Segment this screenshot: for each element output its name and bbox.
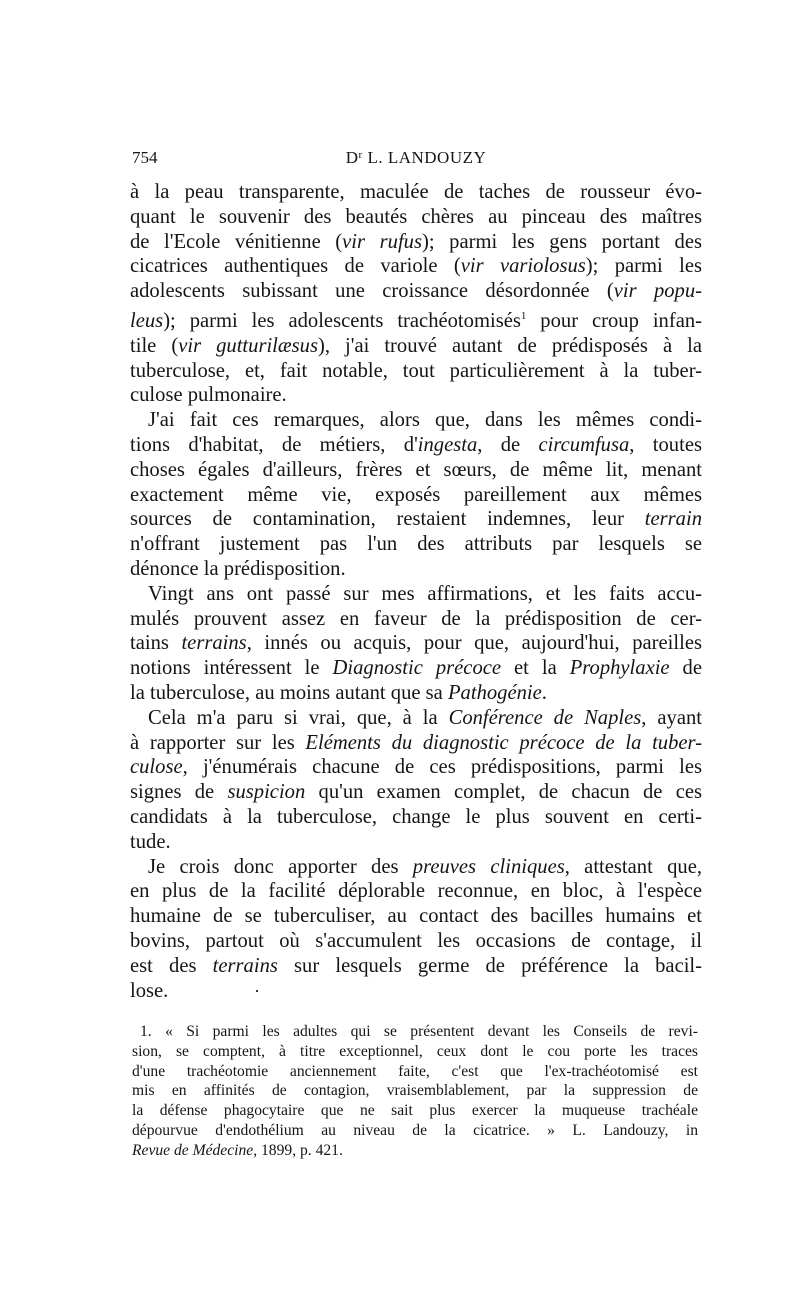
text-line [130, 731, 702, 756]
text-run: adolescents subissant une croissance désordonnée ( [130, 280, 614, 303]
text-run: à la peau transparente, maculée de taches de rousseur évo- [130, 181, 702, 203]
italic-run: Revue de Médecine [132, 1141, 254, 1159]
text-line [130, 954, 702, 979]
italic-run: circumfusa [538, 433, 630, 456]
author-name: L. LANDOUZY [362, 148, 487, 167]
text-run: , ayant [641, 706, 702, 729]
text-run: signes de [130, 781, 228, 804]
text-line [130, 408, 702, 433]
running-head [132, 148, 700, 168]
text-run: , toutes [629, 433, 702, 456]
text-run: , de [477, 433, 539, 456]
text-line [130, 383, 702, 408]
italic-run: terrains [212, 954, 278, 977]
author-superscript: r [358, 149, 363, 161]
italic-run: Prophylaxie [569, 657, 670, 680]
text-line [130, 904, 702, 929]
text-line [130, 879, 702, 904]
text-line [132, 1141, 698, 1161]
text-run: candidats à la tuberculose, change le plus souvent en certi- [130, 805, 702, 828]
text-run: Cela m'a paru si vrai, que, à la [148, 706, 449, 729]
text-line [130, 433, 702, 458]
text-run: tude. [130, 830, 171, 853]
text-run: . [541, 681, 547, 704]
text-run: Je crois donc apporter des [148, 855, 413, 878]
text-run: quant le souvenir des beautés chères au pinceau des maîtres [130, 205, 702, 228]
text-run: dépourvue d'endothélium au niveau de la cicatrice. » L. Landouzy, in [132, 1121, 698, 1139]
text-line [132, 1101, 698, 1121]
text-line [130, 507, 702, 532]
italic-run: culose [130, 756, 183, 779]
text-run: ); parmi les adolescents trachéotomisés [163, 309, 521, 332]
footnote-ref: 1 [520, 309, 527, 322]
text-run: ), j'ai trouvé autant de prédisposés à la [317, 334, 702, 357]
text-run: tions d'habitat, de métiers, d' [130, 433, 418, 456]
text-run: la défense phagocytaire que ne sait plus exercer la muqueuse trachéale [132, 1102, 698, 1120]
text-line [130, 532, 702, 557]
text-line [130, 230, 702, 255]
text-line [130, 359, 702, 384]
text-line [130, 979, 702, 1004]
italic-run: vir rufus [342, 230, 422, 253]
text-line [130, 279, 702, 304]
text-run: J'ai fait ces remarques, alors que, dans les mêmes condi- [148, 409, 702, 432]
italic-run: suspicion [227, 781, 306, 804]
text-run: mis en affinités de contagion, vraisemblablement, par la suppression de [132, 1082, 698, 1100]
text-line [130, 254, 702, 279]
text-run: à rapporter sur les [130, 731, 306, 754]
italic-run: preuves cliniques [412, 855, 565, 878]
text-line [132, 1022, 698, 1042]
text-line [130, 304, 702, 334]
footnote [132, 1022, 698, 1161]
italic-run: terrains [181, 632, 247, 655]
text-run: lose. [130, 979, 169, 1002]
text-line [130, 557, 702, 582]
italic-run: leus [130, 309, 164, 332]
text-run: dénonce la prédisposition. [130, 557, 346, 580]
text-run: , attestant que, [564, 855, 702, 878]
text-run: mulés prouvent assez en faveur de la prédisposition de cer- [130, 607, 702, 630]
italic-run: Conférence de Naples [448, 706, 642, 729]
text-run: de l'Ecole vénitienne ( [130, 230, 343, 253]
text-line [130, 706, 702, 731]
text-line [130, 607, 702, 632]
author-prefix: D [345, 148, 359, 167]
text-run: sur lesquels germe de préférence la bacil- [277, 954, 703, 977]
text-run: pour croup infan- [526, 309, 702, 332]
text-line [130, 582, 702, 607]
text-line [130, 755, 702, 780]
text-run: choses égales d'ailleurs, frères et sœurs, de même lit, menant [130, 458, 702, 481]
text-run: tile ( [130, 334, 179, 357]
italic-run: Eléments du diagnostic précoce de la tuber- [305, 731, 702, 754]
text-line [132, 1062, 698, 1082]
text-run: de [669, 657, 702, 680]
text-run: culose pulmonaire. [130, 384, 287, 407]
text-line [130, 180, 702, 205]
text-line [130, 830, 702, 855]
text-run: 1. « Si parmi les adultes qui se présentent devant les Conseils de revi- [140, 1023, 698, 1040]
italic-run: vir popu- [613, 280, 702, 303]
text-run: n'offrant justement pas l'un des attributs par lesquels se [130, 533, 702, 556]
text-run: ); parmi les [585, 255, 703, 278]
text-run: sources de contamination, restaient indemnes, leur [130, 508, 645, 531]
text-line [130, 681, 702, 706]
text-line [130, 631, 702, 656]
page-header [132, 148, 700, 170]
text-line [130, 458, 702, 483]
text-run: est des [130, 954, 213, 977]
text-run: bovins, partout où s'accumulent les occasions de contage, il [130, 929, 702, 952]
text-line [132, 1121, 698, 1141]
italic-run: terrain [644, 508, 702, 531]
text-run: ); parmi les gens portant des [422, 230, 702, 253]
text-run: exactement même vie, exposés pareillement aux mêmes [130, 483, 702, 506]
stray-mark: · [254, 981, 260, 1001]
italic-run: vir variolosus [460, 255, 586, 278]
text-run: , innés ou acquis, pour que, aujourd'hui, pareilles [246, 632, 702, 655]
text-line [130, 656, 702, 681]
text-line [130, 334, 702, 359]
text-line [132, 1081, 698, 1101]
text-line [130, 483, 702, 508]
page-number: 754 [132, 148, 158, 167]
text-run: d'une trachéotomie anciennement faite, c'est que l'ex-trachéotomisé est [132, 1062, 698, 1080]
text-run: notions intéressent le [130, 657, 333, 680]
text-run: en plus de la facilité déplorable reconnue, en bloc, à l'espèce [130, 880, 702, 903]
text-run: et la [501, 657, 570, 680]
text-line [130, 855, 702, 880]
text-line [130, 780, 702, 805]
text-line [130, 929, 702, 954]
body-text [130, 180, 702, 1003]
text-run: qu'un examen complet, de chacun de ces [305, 781, 702, 804]
text-run: tains [130, 632, 182, 655]
text-run: , j'énumérais chacune de ces prédispositions, parmi les [182, 756, 702, 779]
text-run: cicatrices authentiques de variole ( [130, 255, 461, 278]
italic-run: ingesta [417, 433, 478, 456]
italic-run: Diagnostic précoce [332, 657, 502, 680]
text-run: , 1899, p. 421. [253, 1141, 343, 1159]
text-run: tuberculose, et, fait notable, tout particulièrement à la tuber- [130, 359, 702, 382]
text-run: Vingt ans ont passé sur mes affirmations, et les faits accu- [148, 582, 702, 605]
text-run: sion, se comptent, à titre exceptionnel, ceux dont le cou porte les traces [132, 1042, 698, 1060]
text-line [130, 205, 702, 230]
text-line [130, 805, 702, 830]
text-run: humaine de se tuberculiser, au contact des bacilles humains et [130, 905, 702, 928]
italic-run: Pathogénie [447, 681, 542, 704]
text-line [132, 1042, 698, 1062]
italic-run: vir gutturilæsus [178, 334, 318, 357]
text-run: la tuberculose, au moins autant que sa [130, 681, 448, 704]
